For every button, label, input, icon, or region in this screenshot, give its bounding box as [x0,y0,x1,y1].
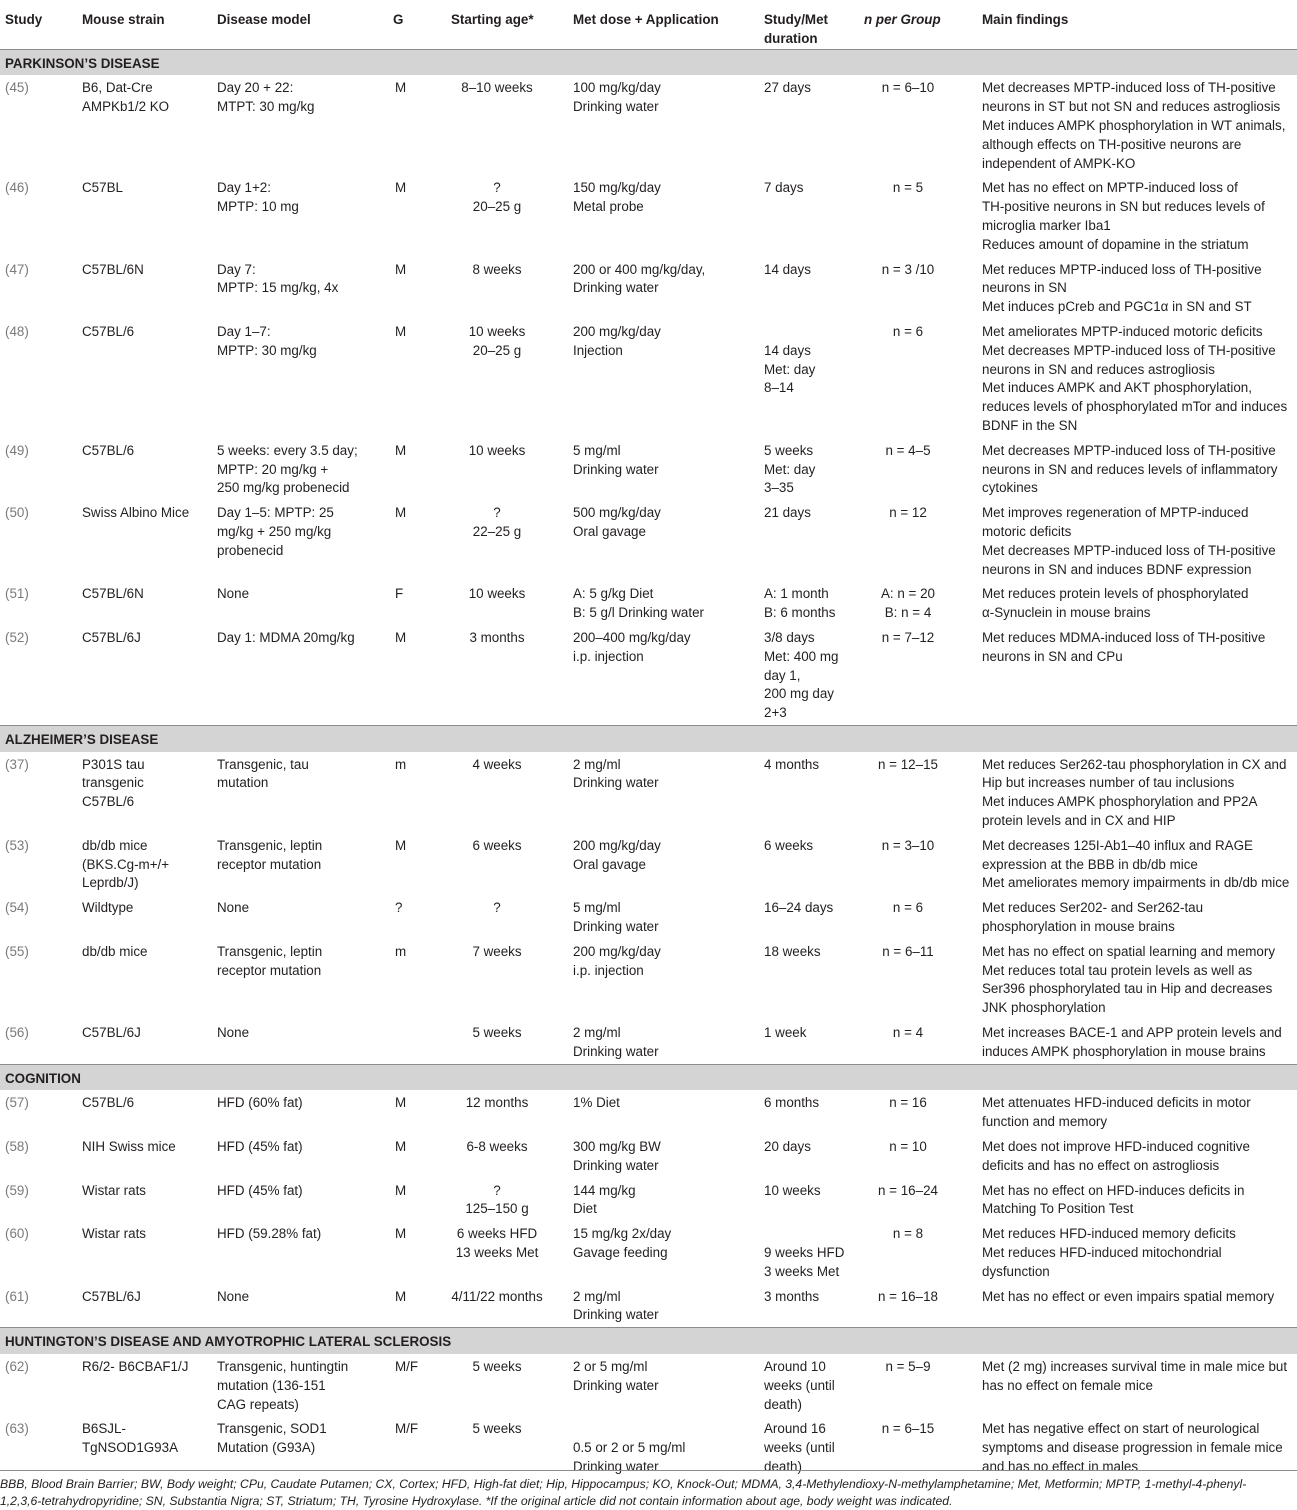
gender: M [395,629,407,645]
gender: M [395,837,407,853]
n-per-group: n = 6–15 [881,1421,935,1437]
met-dose: 2 mg/ml Drinking water [573,756,659,791]
gender: M [395,442,407,458]
disease-model: Transgenic, SOD1 Mutation (G93A) [217,1421,327,1456]
study-ref: (47) [5,261,29,277]
n-per-group: n = 8 [892,1226,924,1242]
study-ref: (46) [5,180,29,196]
disease-model: None [217,1025,250,1041]
header-starting-age: Starting age* [451,0,573,49]
main-findings: Met has no effect on HFD-induces deficits in Matching To Position Test [982,1182,1245,1217]
table-row [0,175,1297,256]
section-title: HUNTINGTON’S DISEASE AND AMYOTROPHIC LATERAL SCLEROSIS [0,1328,1297,1354]
n-per-group: A: n = 20 B: n = 4 [881,586,935,621]
study-ref: (50) [5,505,29,521]
study-ref: (51) [5,586,29,602]
table-row [0,625,1297,725]
starting-age: 6-8 weeks [466,1139,528,1155]
starting-age: 8–10 weeks [461,80,533,96]
met-dose: A: 5 g/kg Diet B: 5 g/l Drinking water [573,586,704,621]
table-header-row [0,0,1297,49]
starting-age: ? 22–25 g [472,505,522,539]
duration: A: 1 month B: 6 months [764,586,836,621]
study-ref: (37) [5,756,29,772]
disease-model: Day 7: MPTP: 15 mg/kg, 4x [217,261,339,296]
duration: 9 weeks HFD 3 weeks Met [764,1245,845,1279]
study-ref: (48) [5,323,29,339]
disease-model: Day 1: MDMA 20mg/kg [217,629,355,645]
disease-model: Day 1–7: MPTP: 30 mg/kg [217,323,317,358]
gender: M [395,1288,407,1304]
disease-model: 5 weeks: every 3.5 day; MPTP: 20 mg/kg + 250 mg/kg probenecid [217,442,358,496]
n-per-group: n = 16 [889,1095,927,1111]
main-findings: Met has negative effect on start of neurological symptoms and disease progression in female mice and has no effect in males [982,1421,1283,1474]
met-dose: 200 or 400 mg/kg/day, Drinking water [573,261,706,296]
duration: 7 days [764,180,804,196]
n-per-group: n = 6–11 [882,943,934,959]
table-footnote: BBB, Blood Brain Barrier; BW, Body weight; CPu, Caudate Putamen; CX, Cortex; HFD, High-fat diet; Hip, Hippocampus; KO, Knock-Out; MDMA, 3,4-Methylendioxy-N-methylamphetamine; Met, Metformin; MPTP, 1-methyl-4-phenyl- 1,2,3,6-tetrahydropyridine; SN, Substantia Nigra; ST, Striatum; TH, Tyrosine Hydroxylase. *If the original article did not contain information about age, body weight was indicated. [0,1470,1297,1510]
starting-age: 10 weeks [468,586,526,602]
mouse-strain: db/db mice [82,943,148,959]
duration: 4 months [764,756,820,772]
duration: 3/8 days Met: 400 mg day 1, 200 mg day 2+3 [764,629,839,721]
met-dose: 0.5 or 2 or 5 mg/ml Drinking water [573,1440,686,1474]
mouse-strain: P301S tau transgenic C57BL/6 [82,756,145,810]
n-per-group: n = 7–12 [881,629,935,645]
study-ref: (52) [5,629,29,645]
study-ref: (53) [5,837,29,853]
disease-model: HFD (45% fat) [217,1139,303,1155]
gender: M/F [395,1359,419,1374]
mouse-strain: B6, Dat-Cre AMPKb1/2 KO [82,80,170,115]
gender: m [395,943,407,959]
n-per-group: n = 10 [889,1139,927,1155]
main-findings: Met reduces MPTP-induced loss of TH-positive neurons in SN Met induces pCreb and PGC1α in SN and ST [982,261,1262,315]
mouse-strain: NIH Swiss mice [82,1139,176,1155]
met-dose: 150 mg/kg/day Metal probe [573,180,661,215]
mouse-strain: B6SJL- TgNSOD1G93A [82,1421,179,1456]
main-findings: Met reduces Ser262-tau phosphorylation in CX and Hip but increases number of tau inclusions Met induces AMPK phosphorylation and PP2A protein levels and in CX and HIP [982,756,1287,829]
gender: M [395,261,407,277]
main-findings: Met reduces HFD-induced memory deficits Met reduces HFD-induced mitochondrial dysfunction [982,1226,1236,1279]
main-findings: Met does not improve HFD-induced cognitive deficits and has no effect on astrogliosis [982,1139,1250,1173]
duration: 5 weeks Met: day 3–35 [764,442,816,496]
gender: M [395,323,407,339]
starting-age: 5 weeks [472,1025,522,1041]
section-header [0,1328,1297,1354]
duration: 1 week [764,1025,807,1041]
mouse-strain: C57BL/6 [82,323,135,339]
starting-age: ? [493,900,501,916]
mouse-strain: db/db mice (BKS.Cg-m+/+ Leprdb/J) [82,837,170,891]
mouse-strain: C57BL/6N [82,261,144,277]
gender: M [395,1139,407,1155]
duration: Around 10 weeks (until death) [764,1359,835,1412]
study-ref: (63) [5,1421,29,1437]
starting-age: 7 weeks [472,943,522,959]
starting-age: 12 months [465,1095,529,1111]
header-duration: Study/Met duration [764,0,864,49]
disease-model: HFD (60% fat) [217,1095,303,1111]
disease-model: Day 1+2: MPTP: 10 mg [217,180,299,215]
main-findings: Met ameliorates MPTP-induced motoric deficits Met decreases MPTP-induced loss of TH-positive neurons in SN and reduces astrogliosis Met induces AMPK and AKT phosphorylation, reduces levels of phosphorylated mTor and induces BDNF in the SN [982,323,1288,433]
disease-model: Day 1–5: MPTP: 25 mg/kg + 250 mg/kg probenecid [217,505,334,558]
n-per-group: n = 3 /10 [881,261,935,277]
main-findings: Met reduces protein levels of phosphorylated α-Synuclein in mouse brains [982,586,1249,621]
n-per-group: n = 12–15 [878,756,938,772]
gender: M [395,505,407,521]
met-dose: 15 mg/kg 2x/day Gavage feeding [573,1226,672,1261]
header-disease-model: Disease model [217,0,393,49]
starting-age: 6 weeks [472,837,522,853]
table-row [0,500,1297,581]
study-ref: (62) [5,1359,29,1374]
disease-model: None [217,586,250,602]
header-n-per-group: n per Group [864,0,982,49]
disease-model: Transgenic, leptin receptor mutation [217,837,323,872]
duration: Around 16 weeks (until death) [764,1421,835,1474]
duration: 14 days Met: day 8–14 [764,342,816,396]
n-per-group: n = 12 [889,505,927,521]
table-row [0,1284,1297,1328]
starting-age: 5 weeks [472,1421,522,1437]
study-ref: (56) [5,1025,29,1041]
duration: 6 months [764,1095,820,1111]
section-header [0,725,1297,751]
mouse-strain: Swiss Albino Mice [82,505,190,521]
study-ref: (54) [5,900,29,916]
disease-model: HFD (59.28% fat) [217,1226,322,1242]
study-ref: (61) [5,1288,29,1304]
table-row [0,1134,1297,1178]
gender: M [395,1095,407,1111]
mouse-strain: C57BL/6 [82,1095,135,1111]
header-mouse-strain: Mouse strain [82,0,217,49]
table-row [0,752,1297,833]
gender: M/F [395,1421,419,1437]
met-dose: 200 mg/kg/day i.p. injection [573,943,661,978]
table-row [0,581,1297,625]
header-study: Study [0,0,82,49]
mouse-strain: Wistar rats [82,1182,146,1198]
section-title: PARKINSON’S DISEASE [0,49,1297,75]
table-row [0,75,1297,175]
met-dose: 144 mg/kg Diet [573,1182,636,1217]
disease-model: Transgenic, leptin receptor mutation [217,943,323,978]
main-findings: Met attenuates HFD-induced deficits in motor function and memory [982,1095,1251,1130]
met-dose: 2 or 5 mg/ml Drinking water [573,1359,659,1393]
main-findings: Met increases BACE-1 and APP protein levels and induces AMPK phosphorylation in mouse brains [982,1025,1282,1059]
study-ref: (58) [5,1139,29,1155]
table-row [0,1090,1297,1134]
n-per-group: n = 4 [892,1025,924,1041]
met-dose: 2 mg/ml Drinking water [573,1288,659,1323]
gender: M [395,180,407,196]
main-findings: Met has no effect on spatial learning and memory Met reduces total tau protein levels as well as Ser396 phosphorylated tau in Hip and decreases JNK phosphorylation [982,943,1276,1016]
disease-model: Day 20 + 22: MTPT: 30 mg/kg [217,80,315,115]
study-ref: (45) [5,80,29,96]
main-findings: Met (2 mg) increases survival time in male mice but has no effect on female mice [982,1359,1288,1393]
n-per-group: n = 16–24 [878,1182,938,1198]
met-dose: 200 mg/kg/day Oral gavage [573,837,661,872]
table-row [0,319,1297,438]
disease-model: HFD (45% fat) [217,1182,303,1198]
section-title: ALZHEIMER’S DISEASE [0,725,1297,751]
duration: 10 weeks [764,1182,821,1198]
table-row [0,895,1297,939]
study-ref: (60) [5,1226,29,1242]
main-findings: Met decreases MPTP-induced loss of TH-positive neurons in ST but not SN and reduces astrogliosis Met induces AMPK phosphorylation in WT animals, although effects on TH-positive neurons are independent of AMPK-KO [982,80,1286,171]
mouse-strain: C57BL/6J [82,1288,141,1304]
header-met-dose: Met dose + Application [573,0,764,49]
table-row [0,438,1297,500]
table-row [0,257,1297,319]
mouse-strain: Wildtype [82,900,134,916]
starting-age: 5 weeks [472,1359,522,1374]
gender [393,1020,451,1064]
section-header [0,1064,1297,1090]
mouse-strain: R6/2- B6CBAF1/J [82,1359,189,1374]
header-gender: G [393,0,451,49]
main-findings: Met reduces MDMA-induced loss of TH-positive neurons in SN and CPu [982,629,1266,664]
table-row [0,939,1297,1020]
met-dose: 1% Diet [573,1095,620,1111]
met-dose: 5 mg/ml Drinking water [573,900,659,935]
table-row [0,1020,1297,1064]
mouse-strain: Wistar rats [82,1226,146,1242]
table-row [0,833,1297,895]
met-dose: 5 mg/ml Drinking water [573,442,659,477]
duration: 3 months [764,1288,820,1304]
main-findings: Met decreases 125I-Ab1–40 influx and RAGE expression at the BBB in db/db mice Met ameliorates memory impairments in db/db mice [982,837,1290,891]
gender: F [395,586,404,602]
starting-age: 3 months [469,629,525,645]
section-title: COGNITION [0,1064,1297,1090]
table-body [0,49,1297,1479]
mouse-strain: C57BL/6 [82,442,135,458]
n-per-group: n = 4–5 [885,442,931,458]
starting-age: 8 weeks [472,261,522,277]
starting-age: 4/11/22 months [451,1288,543,1304]
disease-model: None [217,900,250,916]
duration: 6 weeks [764,837,814,853]
n-per-group: n = 16–18 [878,1288,938,1304]
met-dose: 2 mg/ml Drinking water [573,1025,659,1059]
gender: m [395,756,407,772]
met-dose: 500 mg/kg/day Oral gavage [573,505,661,539]
met-dose: 300 mg/kg BW Drinking water [573,1139,661,1173]
starting-age: ? 20–25 g [472,180,522,215]
starting-age: 4 weeks [472,756,522,772]
study-ref: (49) [5,442,29,458]
starting-age: 6 weeks HFD 13 weeks Met [455,1226,539,1261]
disease-model: Transgenic, tau mutation [217,756,309,791]
study-ref: (59) [5,1182,29,1198]
table-row [0,1221,1297,1283]
duration: 16–24 days [764,900,834,916]
gender: M [395,80,407,96]
main-findings: Met reduces Ser202- and Ser262-tau phosphorylation in mouse brains [982,900,1204,935]
disease-model: Transgenic, huntingtin mutation (136-151 CAG repeats) [217,1359,349,1412]
n-per-group: n = 5 [892,180,924,196]
gender: ? [395,900,403,916]
n-per-group: n = 6–10 [881,80,935,96]
mouse-strain: C57BL/6N [82,586,144,602]
met-dose: 100 mg/kg/day Drinking water [573,80,661,115]
starting-age: 10 weeks [468,442,526,458]
duration: 20 days [764,1139,811,1155]
met-dose: 200–400 mg/kg/day i.p. injection [573,629,691,664]
study-ref: (55) [5,943,29,959]
header-main-findings: Main findings [982,0,1297,49]
duration: 14 days [764,261,811,277]
n-per-group: n = 5–9 [885,1359,931,1374]
starting-age: 10 weeks 20–25 g [468,323,526,358]
disease-model: None [217,1288,250,1304]
study-ref: (57) [5,1095,29,1111]
gender: M [395,1226,407,1242]
duration: 27 days [764,80,811,96]
mouse-strain: C57BL/6J [82,629,141,645]
mouse-strain: C57BL/6J [82,1025,141,1041]
starting-age: ? 125–150 g [465,1182,529,1217]
duration: 21 days [764,505,811,521]
section-header [0,49,1297,75]
main-findings: Met has no effect or even impairs spatial memory [982,1288,1275,1304]
duration: 18 weeks [764,943,821,959]
main-findings: Met improves regeneration of MPTP-induced motoric deficits Met decreases MPTP-induced loss of TH-positive neurons in SN and induces BDNF expression [982,505,1276,577]
table-row [0,1354,1297,1416]
table-row [0,1178,1297,1222]
n-per-group: n = 6 [892,323,924,339]
main-findings: Met decreases MPTP-induced loss of TH-positive neurons in SN and reduces levels of inflammatory cytokines [982,442,1278,496]
gender: M [395,1182,407,1198]
n-per-group: n = 3–10 [881,837,935,853]
n-per-group: n = 6 [892,900,924,916]
met-dose: 200 mg/kg/day Injection [573,323,661,358]
main-findings: Met has no effect on MPTP-induced loss of TH-positive neurons in SN but reduces levels of microglia marker Iba1 Reduces amount of dopamine in the striatum [982,180,1265,252]
mouse-strain: C57BL [82,180,123,196]
